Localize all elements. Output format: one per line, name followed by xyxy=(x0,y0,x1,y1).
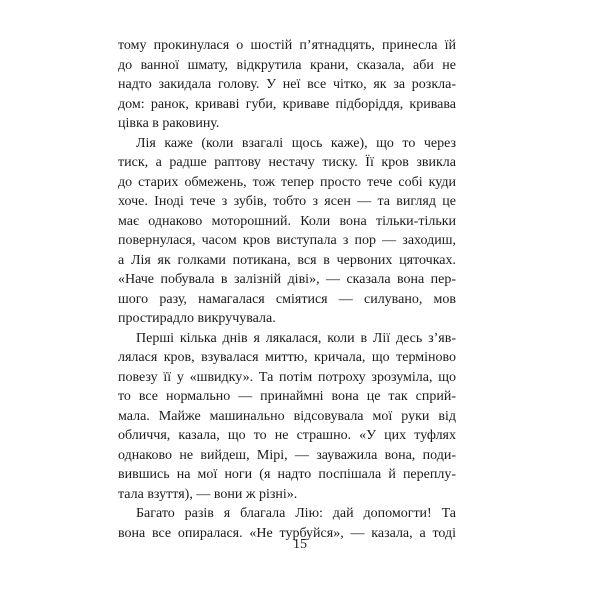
text-line: простирадло викручувала. xyxy=(118,311,276,326)
text-line: Лія каже (коли взагалі щось каже), що то через xyxy=(136,135,456,151)
text-line: Перші кілька днів я лякалася, коли в Лії десь з’яв- xyxy=(136,330,456,346)
text-line: тому прокинулася о шостій п’ятнадцять, принесла їй xyxy=(118,38,456,53)
text-line: повернулася, часом кров виступала з пор — заходиш, xyxy=(118,233,456,248)
text-line: то все нормально — принаймні вона це так сприй- xyxy=(118,389,456,404)
text-line: має однаково моторошний. Коли вона тільки-тільки xyxy=(118,213,456,229)
text-line: дом: ранок, криваві губи, криваве підборіддя, кривава xyxy=(118,96,456,112)
text-line: надто закидала голову. У неї все чітко, як за розкла- xyxy=(118,77,456,92)
text-line: повезу її у «швидку». Та потім потроху зрозуміла, що xyxy=(118,369,456,385)
text-line: однаково не вийдеш, Мірі, — зауважила вона, поди- xyxy=(118,447,456,463)
text-line: мала. Майже машинально відсовувала мої руки від xyxy=(118,408,456,424)
text-line: хоче. Іноді тече з зубів, тобто з ясен — та вигляд це xyxy=(118,194,456,209)
page-number: 15 xyxy=(293,537,307,552)
text-line: шого разу, намагалася сміятися — силувано, мов xyxy=(118,291,456,307)
text-line: а Лія як голками потикана, вся в червоних цяточках. xyxy=(118,252,456,268)
body-text xyxy=(118,36,456,543)
text-line: тиск, а радше раптову нестачу тиску. Її кров звикла xyxy=(118,155,456,170)
text-line: тала взуття), — вони ж різні». xyxy=(118,486,298,502)
text-line: цівка в раковину. xyxy=(118,116,220,131)
text-line: вона все опиралася. «Не турбуйся», — казала, а тоді xyxy=(118,525,456,541)
text-line: Багато разів я благала Лію: дай допомогти! Та xyxy=(136,506,456,521)
text-line: обличчя, казала, що то не страшно. «У цих туфлях xyxy=(118,428,456,443)
text-line: до старих обмежень, тож тепер просто тече собі куди xyxy=(118,174,456,190)
text-line: вившись на мої ноги (я надто поспішала й переплу- xyxy=(118,467,456,482)
text-line: до ванної шмату, відкрутила крани, сказала, аби не xyxy=(118,57,456,73)
text-line: «Наче побувала в залізній діві», — сказала вона пер- xyxy=(118,272,456,287)
text-line: лялася кров, взувалася миттю, кричала, що терміново xyxy=(118,350,456,365)
